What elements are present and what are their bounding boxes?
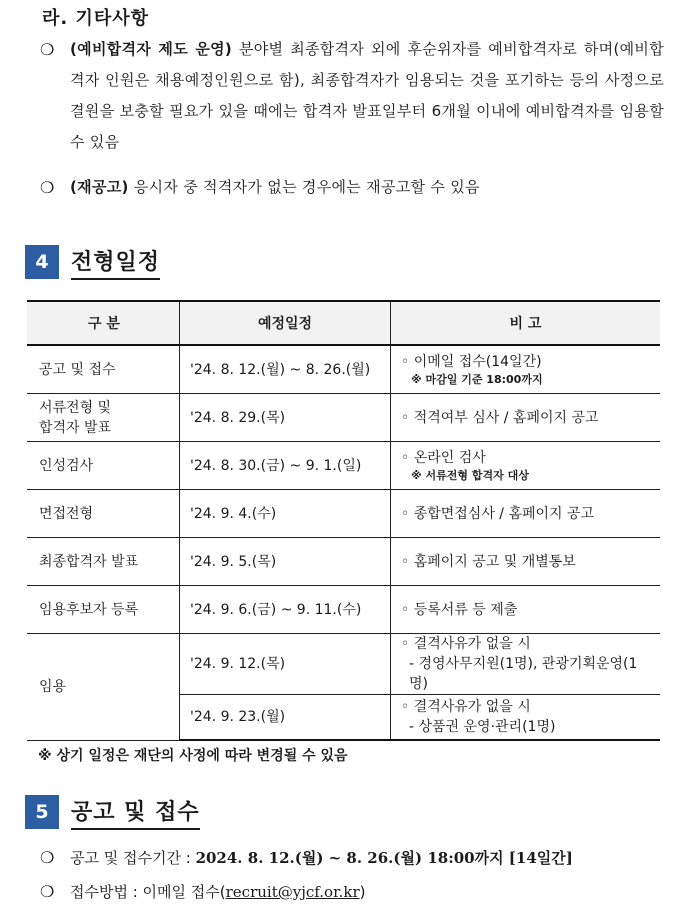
remark-text: ◦ 결격사유가 없을 시 [401,699,531,715]
section-title: 공고 및 접수 [71,795,200,830]
application-method-line [40,880,365,904]
row-date: '24. 9. 5.(목) [180,538,391,586]
section-title: 전형일정 [71,245,160,280]
section-4-header [25,245,160,279]
email-link[interactable]: recruit@yjcf.or.kr [225,883,360,901]
remark-note: ※ 서류전형 합격자 대상 [411,468,529,482]
row-date: '24. 8. 12.(월) ~ 8. 26.(월) [180,345,391,394]
bullet-circle-icon: ❍ [40,882,55,901]
row-category: 면접전형 [27,490,180,538]
table-row [27,634,660,695]
section-number: 5 [25,795,59,829]
table-row [27,490,660,538]
method-close: ) [359,883,366,901]
row-remarks: ◦ 홈페이지 공고 및 개별통보 [391,538,661,586]
table-row [27,345,660,394]
period-value: 2024. 8. 12.(월) ~ 8. 26.(월) 18:00까지 [14일간] [195,849,573,867]
remark-text: ◦ 온라인 검사 [401,449,486,466]
row-remarks [391,345,661,394]
remark-sub: - 경영사무지원(1명), 관광기획운영(1명) [409,656,638,692]
bullet-heading: (예비합격자 제도 운영) [70,40,233,58]
column-header-category: 구 분 [27,301,180,345]
bullet-circle-icon: ❍ [40,848,55,867]
bullet-text: 분야별 최종합격자 외에 후순위자를 예비합격자로 하며(예비합격자 인원은 채용예정인원으로 함), 최종합격자가 임용되는 것을 포기하는 등의 사정으로 결원을 보충할 필요가 있을 때에는 합격자 발표일부터 6개월 이내에 예비합격자를 임용할 수 있음 [70,40,664,151]
row-date: '24. 9. 12.(목) [180,634,391,695]
table-row [27,442,660,490]
column-header-schedule: 예정일정 [180,301,391,345]
bullet-circle-icon: ❍ [40,178,55,197]
bullet-reserve-candidates [40,34,664,158]
schedule-footnote: ※ 상기 일정은 재단의 사정에 따라 변경될 수 있음 [38,748,348,764]
bullet-text: 응시자 중 적격자가 없는 경우에는 재공고할 수 있음 [128,178,480,196]
section-5-header [25,795,200,829]
remark-note: ※ 마감일 기준 18:00까지 [411,372,543,386]
row-date: '24. 9. 23.(월) [180,695,391,741]
period-label: 공고 및 접수기간 : [70,849,196,867]
row-date: '24. 8. 29.(목) [180,394,391,442]
row-date: '24. 8. 30.(금) ~ 9. 1.(일) [180,442,391,490]
row-remarks: ◦ 적격여부 심사 / 홈페이지 공고 [391,394,661,442]
row-remarks: ◦ 종합면접심사 / 홈페이지 공고 [391,490,661,538]
row-date: '24. 9. 4.(수) [180,490,391,538]
row-category: 임용후보자 등록 [27,586,180,634]
row-category: 임용 [27,634,180,741]
row-category: 공고 및 접수 [27,345,180,394]
row-date: '24. 9. 6.(금) ~ 9. 11.(수) [180,586,391,634]
column-header-remarks: 비 고 [391,301,661,345]
table-row [27,538,660,586]
bullet-heading: (재공고) [70,178,129,196]
remark-text: ◦ 결격사유가 없을 시 [401,636,531,652]
row-category: 서류전형 및 합격자 발표 [27,394,180,442]
schedule-table [27,300,660,741]
row-remarks: ◦ 등록서류 등 제출 [391,586,661,634]
row-category: 최종합격자 발표 [27,538,180,586]
announcement-period-line [40,846,573,870]
subsection-title: 라. 기타사항 [42,8,150,29]
method-label: 접수방법 : 이메일 접수( [70,883,226,901]
table-row [27,394,660,442]
table-row [27,586,660,634]
bullet-circle-icon: ❍ [40,40,55,59]
remark-sub: - 상품권 운영·관리(1명) [409,719,556,735]
row-remarks [391,442,661,490]
remark-text: ◦ 이메일 접수(14일간) [401,353,542,370]
section-number: 4 [25,245,59,279]
bullet-re-announcement [40,172,664,203]
row-category: 인성검사 [27,442,180,490]
row-remarks [391,695,661,741]
row-remarks [391,634,661,695]
table-header-row [27,301,660,345]
